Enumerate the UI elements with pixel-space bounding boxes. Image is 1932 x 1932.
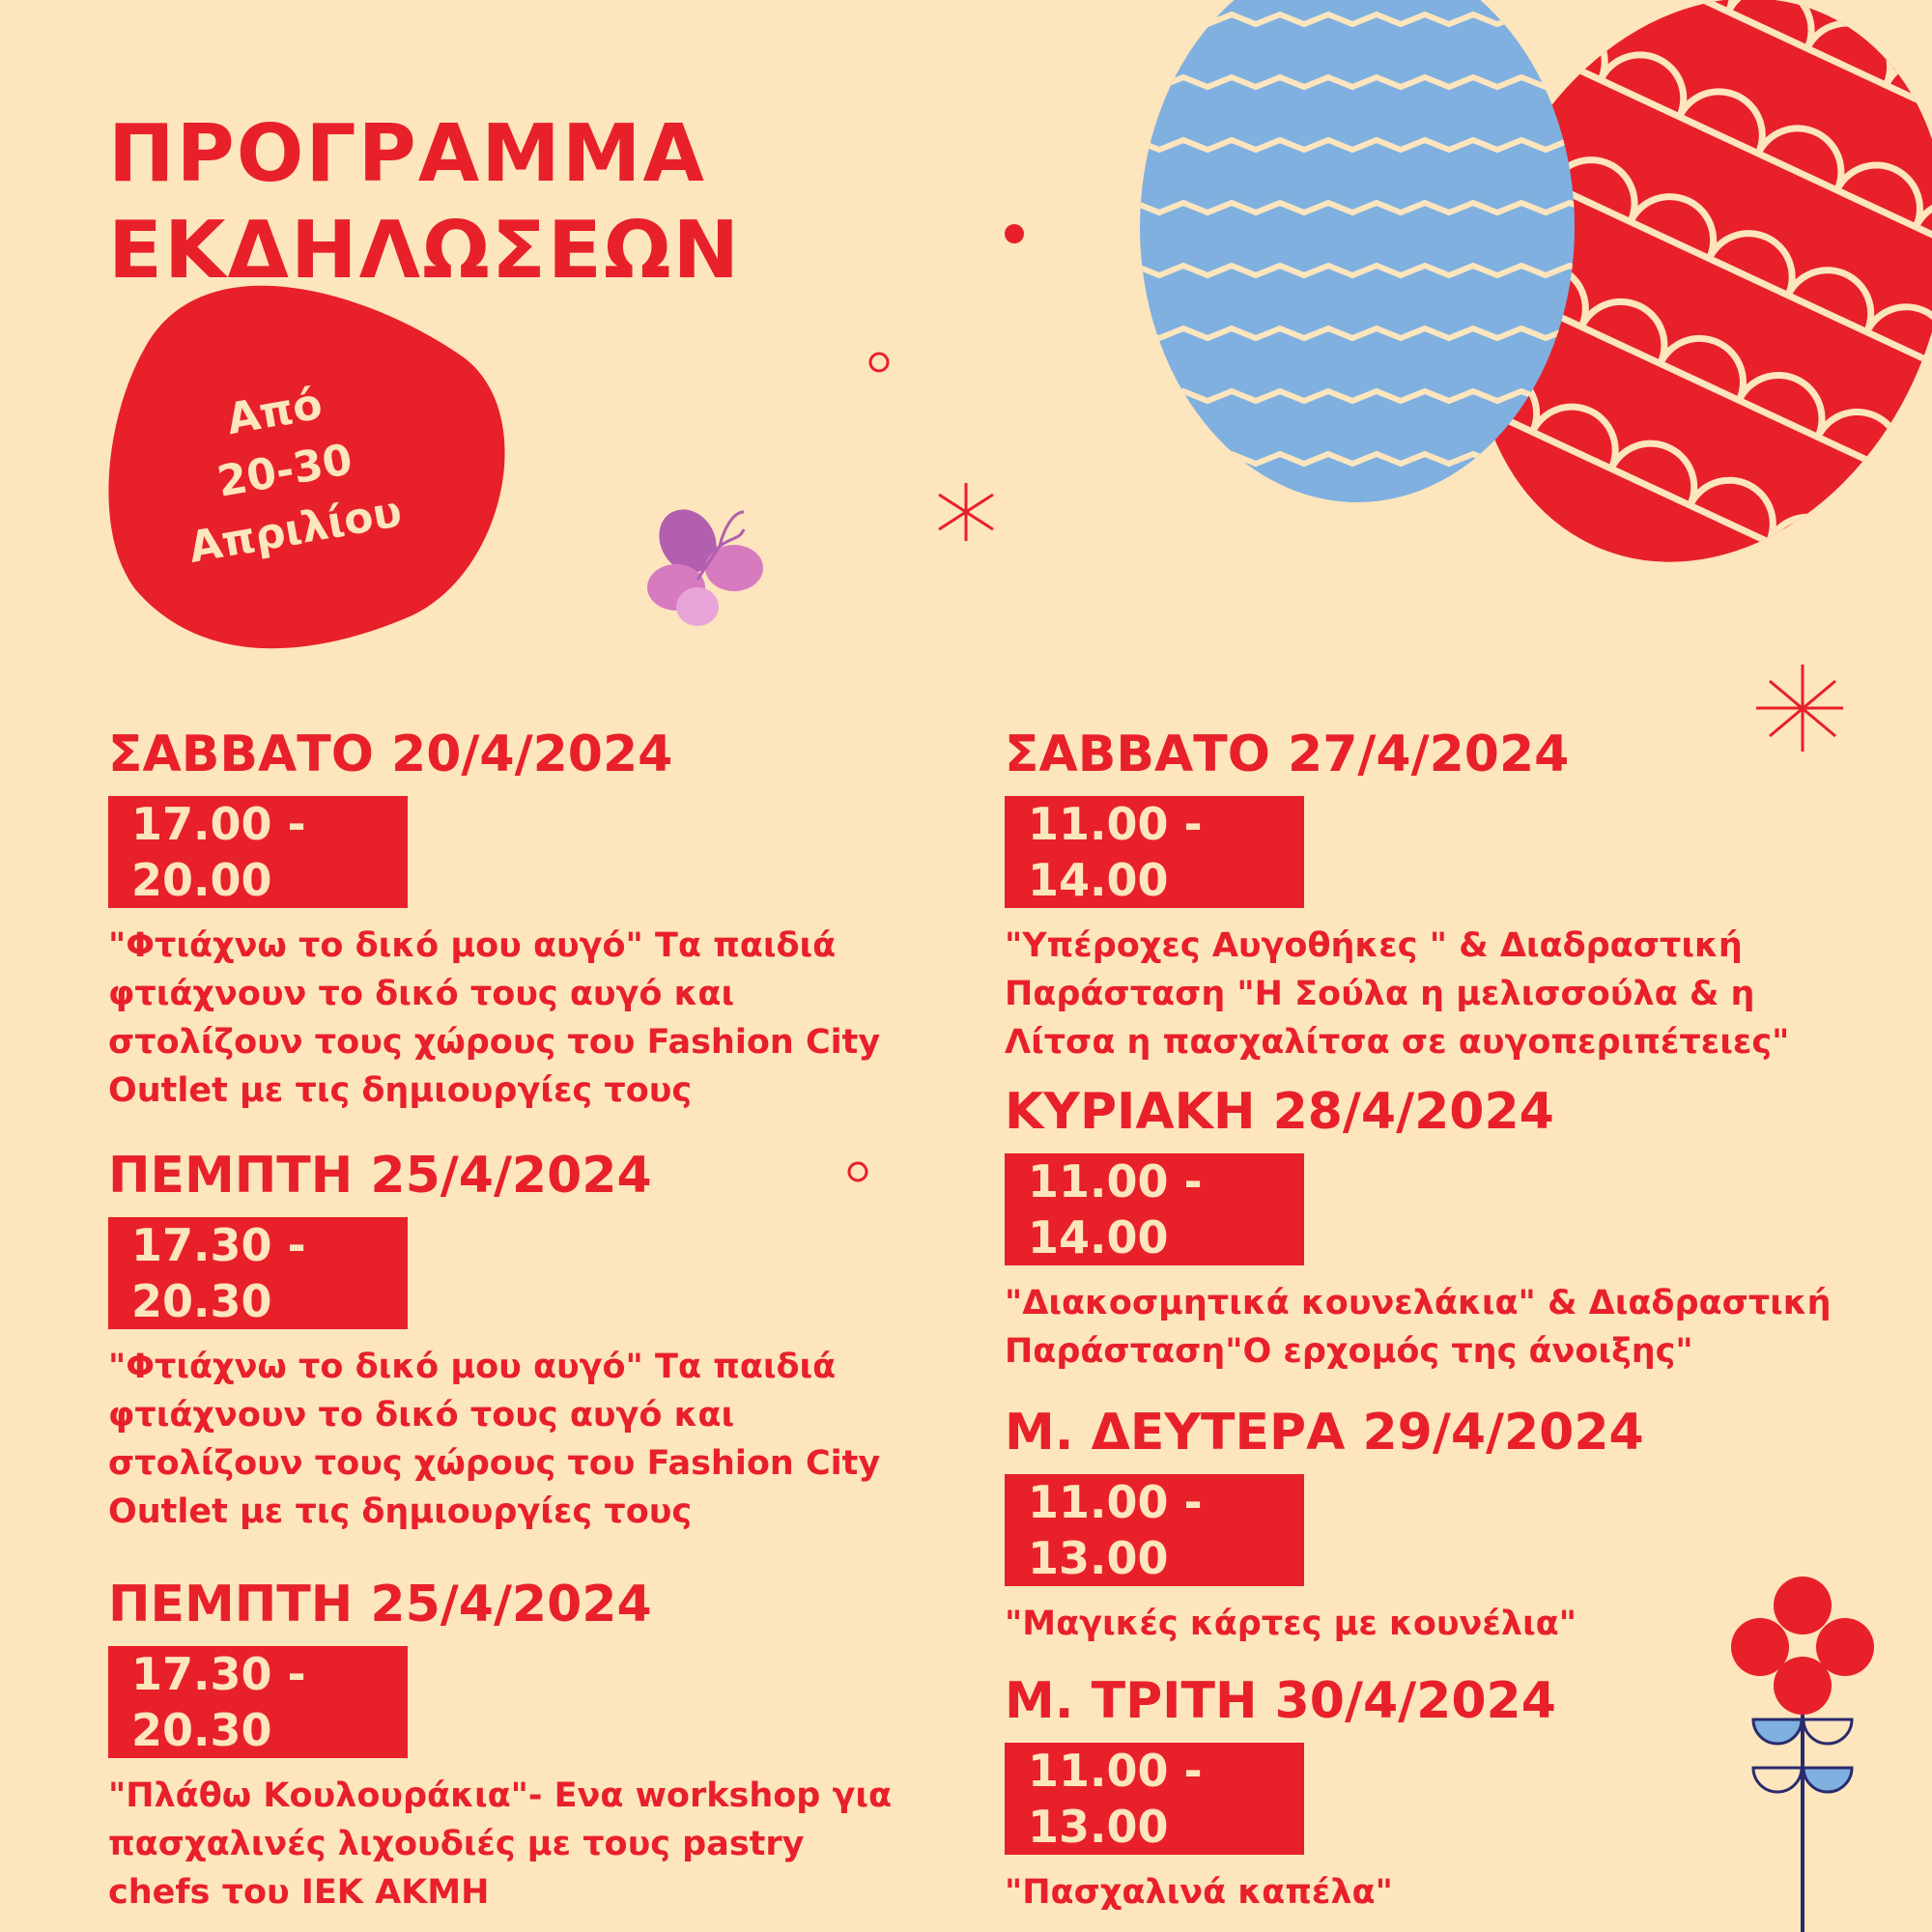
event-block [1005, 1082, 1874, 1376]
event-time-badge: 17.30 - 20.30 [108, 1646, 408, 1758]
event-time-badge: 11.00 - 14.00 [1005, 1153, 1304, 1265]
event-day: Μ. ΔΕΥΤΕΡΑ 29/4/2024 [1005, 1404, 1644, 1462]
ring-icon [870, 354, 888, 371]
event-day: ΠΕΜΠΤΗ 25/4/2024 [108, 1147, 652, 1205]
event-day: ΠΕΜΠΤΗ 25/4/2024 [108, 1576, 652, 1634]
event-block [1005, 1403, 1874, 1648]
event-description: "Πλάθω Κουλουράκια"- Eνα workshop για πασχαλινές λιχουδιές με τους pastry chefs του ΙΕΚ ΑΚΜΗ [108, 1776, 893, 1912]
event-block [108, 1146, 910, 1536]
event-day: Μ. ΤΡΙΤΗ 30/4/2024 [1005, 1672, 1556, 1730]
page-title [108, 106, 741, 299]
event-block [1005, 724, 1874, 1066]
event-day: ΚΥΡΙΑΚΗ 28/4/2024 [1005, 1083, 1554, 1141]
date-badge-line: 20-30 [213, 435, 356, 507]
dot-icon [1005, 224, 1024, 243]
event-description: "Πασχαλινά καπέλα" [1005, 1873, 1393, 1912]
event-block [1005, 1671, 1874, 1917]
event-description: "Φτιάχνω το δικό μου αυγό" Τα παιδιά φτιάχνουν το δικό τους αυγό και στολίζουν τους χώρους του Fashion City Outlet με τις δημιουργίες τους [108, 926, 881, 1110]
date-badge-line: Απριλίου [185, 487, 406, 573]
page-title-line: ΠΡΟΓΡΑΜΜΑ [108, 108, 706, 200]
event-block [108, 1575, 910, 1917]
event-description: "Διακοσμητικά κουνελάκια" & Διαδραστική Παράσταση"Ο ερχομός της άνοιξης" [1005, 1284, 1832, 1371]
event-day: ΣΑΒΒΑΤΟ 20/4/2024 [108, 725, 673, 783]
event-description: "Υπέροχες Αυγοθήκες " & Διαδραστική Παράσταση "Η Σούλα η μελισσούλα & η Λίτσα η πασχαλίτσα σε αυγοπεριπέτειες" [1005, 926, 1790, 1062]
event-description: "Μαγικές κάρτες με κουνέλια" [1005, 1605, 1577, 1643]
date-badge-line: Από [222, 379, 327, 445]
event-day: ΣΑΒΒΑΤΟ 27/4/2024 [1005, 725, 1570, 783]
event-description: "Φτιάχνω το δικό μου αυγό" Τα παιδιά φτιάχνουν το δικό τους αυγό και στολίζουν τους χώρους του Fashion City Outlet με τις δημιουργίες τους [108, 1348, 881, 1531]
butterfly-icon [647, 499, 763, 626]
event-time-badge: 11.00 - 13.00 [1005, 1743, 1304, 1855]
event-time-badge: 17.00 - 20.00 [108, 796, 408, 908]
sparkle-icon [939, 483, 993, 541]
event-time-badge: 17.30 - 20.30 [108, 1217, 408, 1329]
event-block [108, 724, 910, 1115]
event-time-badge: 11.00 - 13.00 [1005, 1474, 1304, 1586]
event-time-badge: 11.00 - 14.00 [1005, 796, 1304, 908]
page-title-line: ΕΚΔΗΛΩΣΕΩΝ [108, 205, 742, 297]
